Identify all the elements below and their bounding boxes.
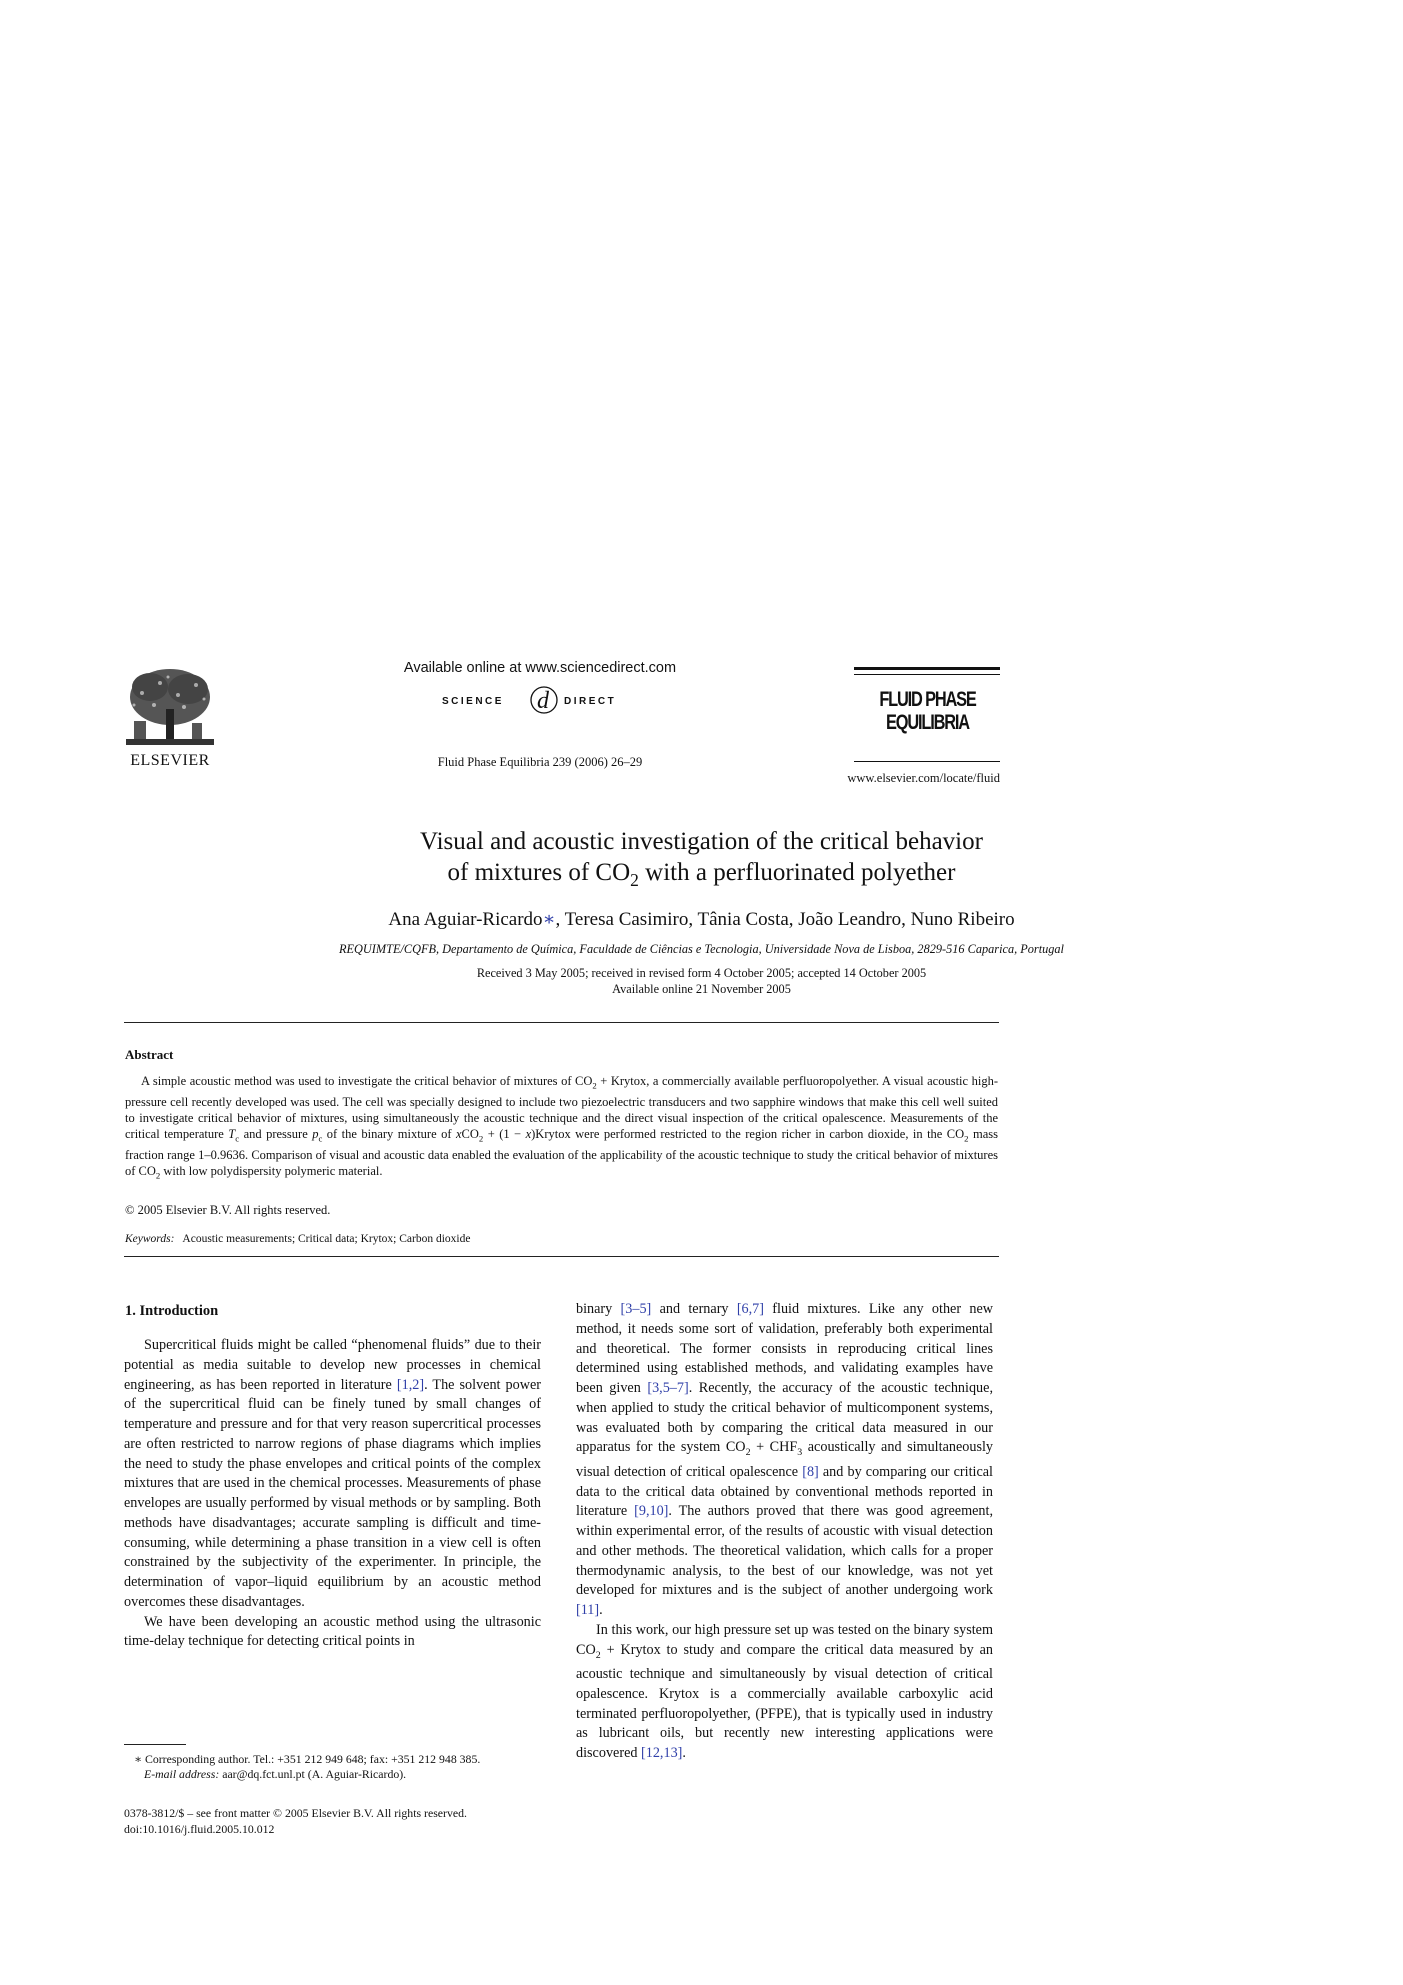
- journal-reference: Fluid Phase Equilibria 239 (2006) 26–29: [437, 755, 643, 769]
- author-list: [150, 908, 1253, 931]
- svg-text:d: d: [537, 688, 549, 714]
- sciencedirect-right-word: DIRECT: [564, 696, 617, 707]
- publisher-name: ELSEVIER: [130, 752, 210, 769]
- author-name: Ana Aguiar-Ricardo: [388, 909, 543, 930]
- citation-link[interactable]: [12,13]: [641, 1745, 683, 1762]
- email-label: E-mail address:: [144, 1767, 220, 1781]
- section-heading: 1. Introduction: [125, 1303, 219, 1319]
- affiliation: REQUIMTE/CQFB, Departamento de Química, Faculdade de Ciências e Tecnologia, Universidade Nova de Lisboa, 2829-516 Caparica, Portugal: [339, 942, 1064, 956]
- citation-link[interactable]: [8]: [802, 1463, 819, 1480]
- corresponding-author-footnote: ∗ Corresponding author. Tel.: +351 212 949 648; fax: +351 212 948 385.: [134, 1752, 481, 1766]
- column-right: [576, 1300, 993, 1764]
- title-text: with a perfluorinated polyether: [638, 859, 956, 886]
- title-line-1: Visual and acoustic investigation of the critical behavior: [420, 828, 983, 855]
- journal-logo-rule: [854, 674, 1000, 675]
- citation-link[interactable]: [1,2]: [396, 1376, 425, 1393]
- keywords-label: Keywords:: [125, 1233, 175, 1245]
- corresponding-author-link[interactable]: ∗: [542, 909, 556, 930]
- paragraph: We have been developing an acoustic method using the ultrasonic time-delay technique for detecting critical points in: [124, 1613, 541, 1650]
- title-line-2: [150, 857, 1253, 896]
- journal-url-link[interactable]: www.elsevier.com/locate/fluid: [847, 771, 1000, 785]
- keywords: [125, 1233, 998, 1245]
- sciencedirect-left-word: SCIENCE: [442, 696, 504, 707]
- citation-link[interactable]: [9,10]: [634, 1503, 669, 1520]
- paragraph: Supercritical fluids might be called “phenomenal fluids” due to their potential as media suitable to develop new processes in chemical engineering, as has been reported in literature [1,2]. The solvent power of the supercritical fluid can be finely tuned by small changes of temperature and pressure and for that very reason supercritical processes are often restricted to narrow regions of phase diagrams which implies the need to study the phase envelopes and critical points of the complex mixtures that are used in the chemical processes. Measurements of phase envelopes are usually performed by visual methods or by sampling. Both methods have disadvantages; accurate sampling is difficult and time-consuming, while determining a phase transition in a view cell is often constrained by the subjectivity of the experimenter. In principle, the determination of vapor–liquid equilibrium by an acoustic method overcomes these disadvantages.: [124, 1337, 541, 1610]
- journal-logo-rule: [854, 667, 1000, 670]
- divider: [124, 1256, 999, 1257]
- abstract-heading: Abstract: [125, 1047, 174, 1062]
- journal-logo-line2: EQUILIBRIA: [886, 711, 969, 734]
- paragraph: In this work, our high pressure set up was tested on the binary system $CO_2$ + Krytox to study and compare the critical data measured by an acoustic technique and simultaneously by visual detection of critical opalescence. Krytox is a commercially available carboxylic acid terminated perfluoropolyether, (PFPE), that is typically used in industry as lubricant oils, but recently new interesting applications were discovered [12,13].: [576, 1621, 993, 1762]
- email-link[interactable]: aar@dq.fct.unl.pt (A. Aguiar-Ricardo).: [219, 1767, 407, 1781]
- email-footnote: [124, 1767, 584, 1782]
- copyright-notice: © 2005 Elsevier B.V. All rights reserved.: [125, 1203, 331, 1217]
- divider: [124, 1022, 999, 1023]
- article-title: [150, 826, 1253, 896]
- citation-link[interactable]: [11]: [576, 1602, 600, 1619]
- available-online-text: Available online at www.sciencedirect.com: [403, 660, 677, 676]
- citation-link[interactable]: [6,7]: [736, 1301, 764, 1317]
- title-text: of mixtures of CO: [447, 859, 631, 886]
- abstract-body: A simple acoustic method was used to investigate the critical behavior of mixtures of $CO_2$ + Krytox, a commercially available perfluoropolyether. A visual acoustic high-pressure cell recently developed was used. The cell was specially designed to include two piezoelectric transducers and two sapphire windows that make this cell well suited to investigate critical behavior of mixtures, using simultaneously the acoustic technique and the direct visual inspection of the critical opalescence. Measurements of the critical temperature $T_c$ and pressure $p_c$ of the binary mixture of xCO$_2$ + (1 − x)Krytox were performed restricted to the region richer in carbon dioxide, in the $CO_2$ mass fraction range 1–0.9636. Comparison of visual and acoustic data enabled the evaluation of the applicability of the acoustic technique to study the critical behavior of mixtures of $CO_2$ with low polydispersity polymeric material.: [125, 1074, 998, 1181]
- title-subscript: 2: [630, 870, 639, 890]
- column-left: [124, 1336, 541, 1652]
- doi-link[interactable]: doi:10.1016/j.fluid.2005.10.012: [124, 1822, 275, 1836]
- author-names: , Teresa Casimiro, Tânia Costa, João Leandro, Nuno Ribeiro: [555, 909, 1015, 930]
- citation-link[interactable]: [3–5]: [620, 1301, 652, 1317]
- issn-line: 0378-3812/$ – see front matter © 2005 Elsevier B.V. All rights reserved.: [124, 1806, 467, 1820]
- keywords-list: Acoustic measurements; Critical data; Krytox; Carbon dioxide: [182, 1233, 471, 1245]
- sciencedirect-logo: [440, 682, 650, 718]
- available-online-date: Available online 21 November 2005: [612, 982, 791, 996]
- journal-logo-line1: FLUID PHASE: [879, 688, 976, 711]
- journal-logo-rule: [854, 761, 1000, 762]
- received-dates: Received 3 May 2005; received in revised form 4 October 2005; accepted 14 October 2005: [476, 966, 927, 980]
- footnote-rule: [124, 1744, 186, 1745]
- paragraph: binary [3–5] and ternary [6,7] fluid mixtures. Like any other new method, it needs some sort of validation, preferably both experimental and theoretical. The former consists in reproducing critical lines determined using established methods, and validating examples have been given [3,5–7]. Recently, the accuracy of the acoustic technique, when applied to study the critical behavior of multicomponent systems, was evaluated both by comparing the critical data measured in our apparatus for the system $CO_2 + CHF_3$ acoustically and simultaneously visual detection of critical opalescence [8] and by comparing our critical data to the critical data obtained by conventional methods reported in literature [9,10]. The authors proved that there was good agreement, within experimental error, of the results of acoustic with visual detection and other methods. The theoretical validation, which calls for a proper thermodynamic analysis, to the best of our knowledge, was not yet developed for mixtures and is the subject of another undergoing work [11].: [576, 1301, 993, 1619]
- citation-link[interactable]: [3,5–7]: [647, 1380, 689, 1396]
